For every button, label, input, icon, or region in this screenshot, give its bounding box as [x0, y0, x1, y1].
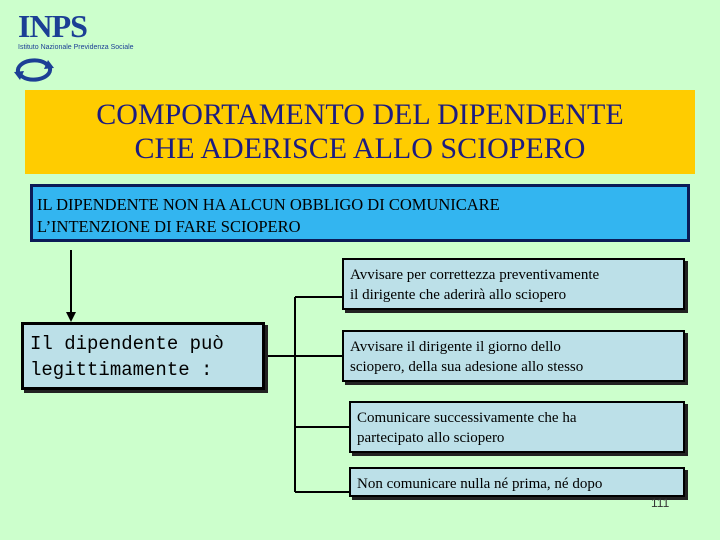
- option-1-line-1: Avvisare per correttezza preventivamente: [350, 267, 600, 283]
- option-1-line-2: il dirigente che aderirà allo sciopero: [350, 287, 567, 303]
- title-line-2: CHE ADERISCE ALLO SCIOPERO: [134, 132, 586, 165]
- option-box-1: [342, 258, 685, 310]
- arrow-head: [66, 312, 76, 322]
- info-line-2: L’INTENZIONE DI FARE SCIOPERO: [37, 217, 301, 236]
- logo-text: INPS: [18, 8, 87, 44]
- option-box-4: [349, 467, 685, 497]
- option-4-line-1: Non comunicare nulla né prima, né dopo: [357, 476, 603, 492]
- page-number: 111: [651, 496, 670, 510]
- option-3-line-1: Comunicare successivamente che ha: [357, 410, 577, 426]
- logo-subtitle: Istituto Nazionale Previdenza Sociale: [18, 44, 134, 51]
- option-box-3: [349, 401, 685, 453]
- option-box-2: [342, 330, 685, 382]
- option-3-line-2: partecipato allo sciopero: [357, 430, 505, 446]
- lead-line-1: Il dipendente può: [30, 333, 224, 355]
- title-line-1: COMPORTAMENTO DEL DIPENDENTE: [96, 98, 624, 131]
- lead-box: [21, 322, 265, 390]
- option-2-line-1: Avvisare il dirigente il giorno dello: [350, 339, 561, 355]
- option-2-line-2: sciopero, della sua adesione allo stesso: [350, 359, 584, 375]
- lead-line-2: legittimamente :: [30, 359, 213, 381]
- info-line-1: IL DIPENDENTE NON HA ALCUN OBBLIGO DI COMUNICARE: [37, 195, 500, 214]
